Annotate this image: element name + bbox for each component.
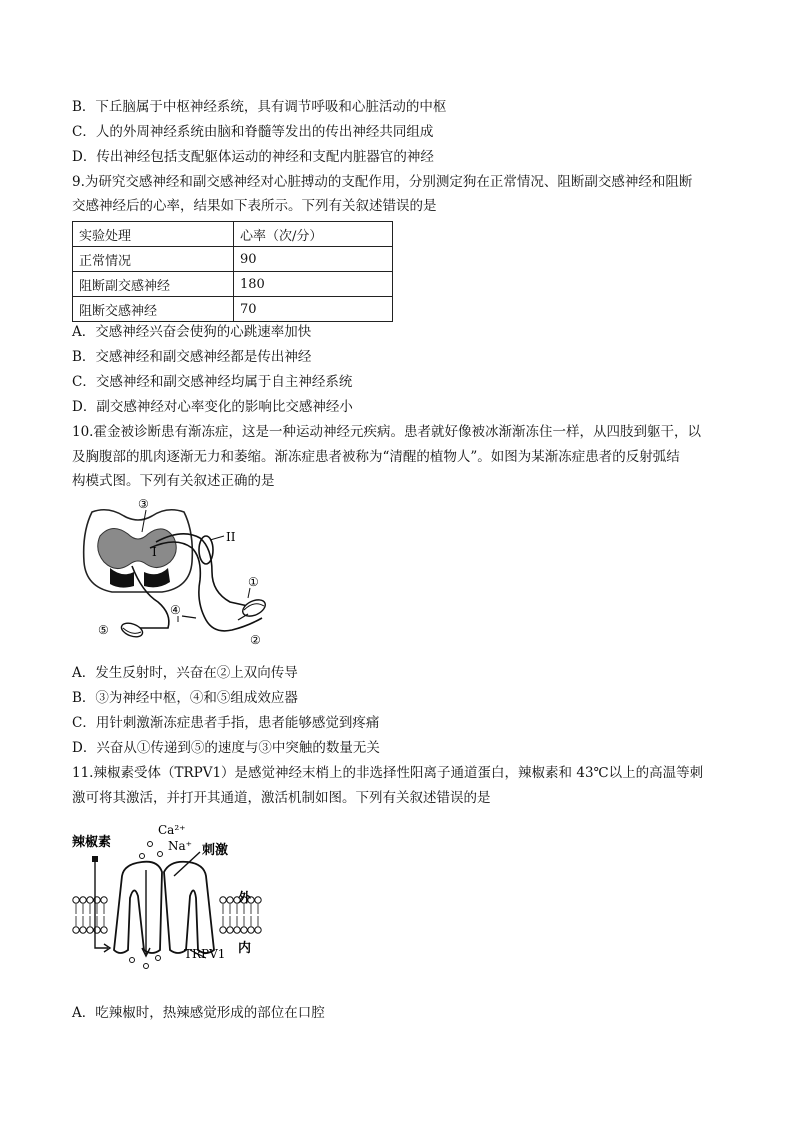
lipid-head bbox=[241, 927, 247, 933]
ion-particle bbox=[140, 854, 145, 859]
ion-particle bbox=[158, 852, 163, 857]
label-I: I bbox=[152, 545, 157, 559]
q10-stem-line1: 10.霍金被诊断患有渐冻症，这是一种运动神经元疾病。患者就好像被冰渐渐冻住一样，从四肢到躯干，以 bbox=[72, 424, 701, 440]
q10-stem-line2: 及胸腹部的肌肉逐渐无力和萎缩。渐冻症患者被称为“清醒的植物人”。如图为某渐冻症患者的反射弧结 bbox=[72, 449, 680, 465]
lipid-head bbox=[255, 897, 261, 903]
lipid-head bbox=[87, 927, 93, 933]
stimulus-label: 刺激 bbox=[202, 843, 229, 858]
label-4: ④ bbox=[170, 603, 181, 617]
ion-particle bbox=[148, 842, 153, 847]
table-cell: 阻断交感神经 bbox=[73, 297, 234, 322]
reflex-arc-diagram bbox=[72, 492, 282, 652]
lipid-head bbox=[80, 927, 86, 933]
q9-option-d: D．副交感神经对心率变化的影响比交感神经小 bbox=[72, 399, 353, 415]
q9-stem-line2: 交感神经后的心率，结果如下表所示。下列有关叙述错误的是 bbox=[72, 198, 437, 214]
table-header-cell: 实验处理 bbox=[73, 222, 234, 247]
table-row bbox=[73, 272, 393, 297]
q11-stem-line1: 11.辣椒素受体（TRPV1）是感觉神经末梢上的非选择性阳离子通道蛋白，辣椒素和 43℃以上的高温等刺 bbox=[72, 765, 704, 781]
inside-label: 内 bbox=[238, 941, 252, 956]
lipid-head bbox=[101, 927, 107, 933]
q9-option-a: A．交感神经兴奋会使狗的心跳速率加快 bbox=[72, 324, 312, 340]
trpv1-channel-left bbox=[114, 862, 162, 953]
lipid-head bbox=[220, 897, 226, 903]
capsaicin-marker bbox=[92, 856, 98, 862]
outside-label: 外 bbox=[238, 891, 252, 906]
q10-option-d: D．兴奋从①传递到⑤的速度与③中突触的数量无关 bbox=[72, 740, 380, 756]
table-cell: 70 bbox=[234, 297, 393, 322]
lipid-head bbox=[234, 927, 240, 933]
lipid-head bbox=[73, 897, 79, 903]
q10-stem-line3: 构模式图。下列有关叙述正确的是 bbox=[72, 473, 275, 489]
table-cell: 90 bbox=[234, 247, 393, 272]
label-leader bbox=[142, 510, 146, 532]
trpv1-channel-right bbox=[164, 862, 214, 953]
q9-option-b: B．交感神经和副交感神经都是传出神经 bbox=[72, 349, 312, 365]
q10-option-b: B．③为神经中枢，④和⑤组成效应器 bbox=[72, 690, 298, 706]
lipid-head bbox=[227, 927, 233, 933]
label-leader bbox=[248, 588, 250, 598]
trpv1-label: TRPV1 bbox=[184, 947, 226, 961]
table-row bbox=[73, 247, 393, 272]
table-cell: 正常情况 bbox=[73, 247, 234, 272]
label-II: II bbox=[226, 530, 236, 544]
lipid-head bbox=[87, 897, 93, 903]
arrow-icon bbox=[238, 614, 248, 620]
table-row bbox=[73, 297, 393, 322]
ventral-horn-right bbox=[144, 568, 170, 587]
sodium-label: Na⁺ bbox=[168, 839, 192, 853]
effector-icon bbox=[120, 621, 145, 640]
ion-particle bbox=[144, 964, 149, 969]
lipid-head bbox=[220, 927, 226, 933]
label-leader bbox=[210, 536, 224, 540]
lipid-head bbox=[248, 927, 254, 933]
lipid-head bbox=[227, 897, 233, 903]
capsaicin-label: 辣椒素 bbox=[72, 835, 112, 850]
ion-particle bbox=[156, 956, 161, 961]
lipid-head bbox=[255, 927, 261, 933]
ventral-horn-left bbox=[110, 568, 134, 588]
arrow-icon bbox=[182, 616, 196, 618]
q11-option-a: A．吃辣椒时，热辣感觉形成的部位在口腔 bbox=[72, 1005, 325, 1021]
ion-particle bbox=[130, 958, 135, 963]
calcium-label: Ca²⁺ bbox=[158, 823, 186, 837]
label-5: ⑤ bbox=[98, 623, 109, 637]
grey-matter bbox=[98, 528, 177, 568]
q9-option-c: C．交感神经和副交感神经均属于自主神经系统 bbox=[72, 374, 353, 390]
label-2: ② bbox=[250, 633, 261, 647]
table-header-row bbox=[73, 222, 393, 247]
lipid-head bbox=[80, 897, 86, 903]
q10-option-c: C．用针刺激渐冻症患者手指，患者能够感觉到疼痛 bbox=[72, 715, 380, 731]
table-cell: 180 bbox=[234, 272, 393, 297]
q11-stem-line2: 激可将其激活，并打开其通道，激活机制如图。下列有关叙述错误的是 bbox=[72, 790, 491, 806]
table-cell: 阻断副交感神经 bbox=[73, 272, 234, 297]
table-header-cell: 心率（次/分） bbox=[234, 222, 393, 247]
q9-stem-line1: 9.为研究交感神经和副交感神经对心脏搏动的支配作用，分别测定狗在正常情况、阻断副交感神经和阻断 bbox=[72, 174, 693, 190]
heart-rate-table bbox=[72, 221, 393, 322]
lipid-head bbox=[73, 927, 79, 933]
q10-option-a: A．发生反射时，兴奋在②上双向传导 bbox=[72, 665, 298, 681]
membrane-inner-heads bbox=[73, 927, 261, 933]
lipid-head bbox=[101, 897, 107, 903]
q8-option-d: D．传出神经包括支配躯体运动的神经和支配内脏器官的神经 bbox=[72, 149, 434, 165]
q8-option-b: B．下丘脑属于中枢神经系统，具有调节呼吸和心脏活动的中枢 bbox=[72, 99, 447, 115]
label-1: ① bbox=[248, 575, 259, 589]
q8-option-c: C．人的外周神经系统由脑和脊髓等发出的传出神经共同组成 bbox=[72, 124, 434, 140]
trpv1-diagram bbox=[72, 818, 272, 978]
label-3: ③ bbox=[138, 497, 149, 511]
